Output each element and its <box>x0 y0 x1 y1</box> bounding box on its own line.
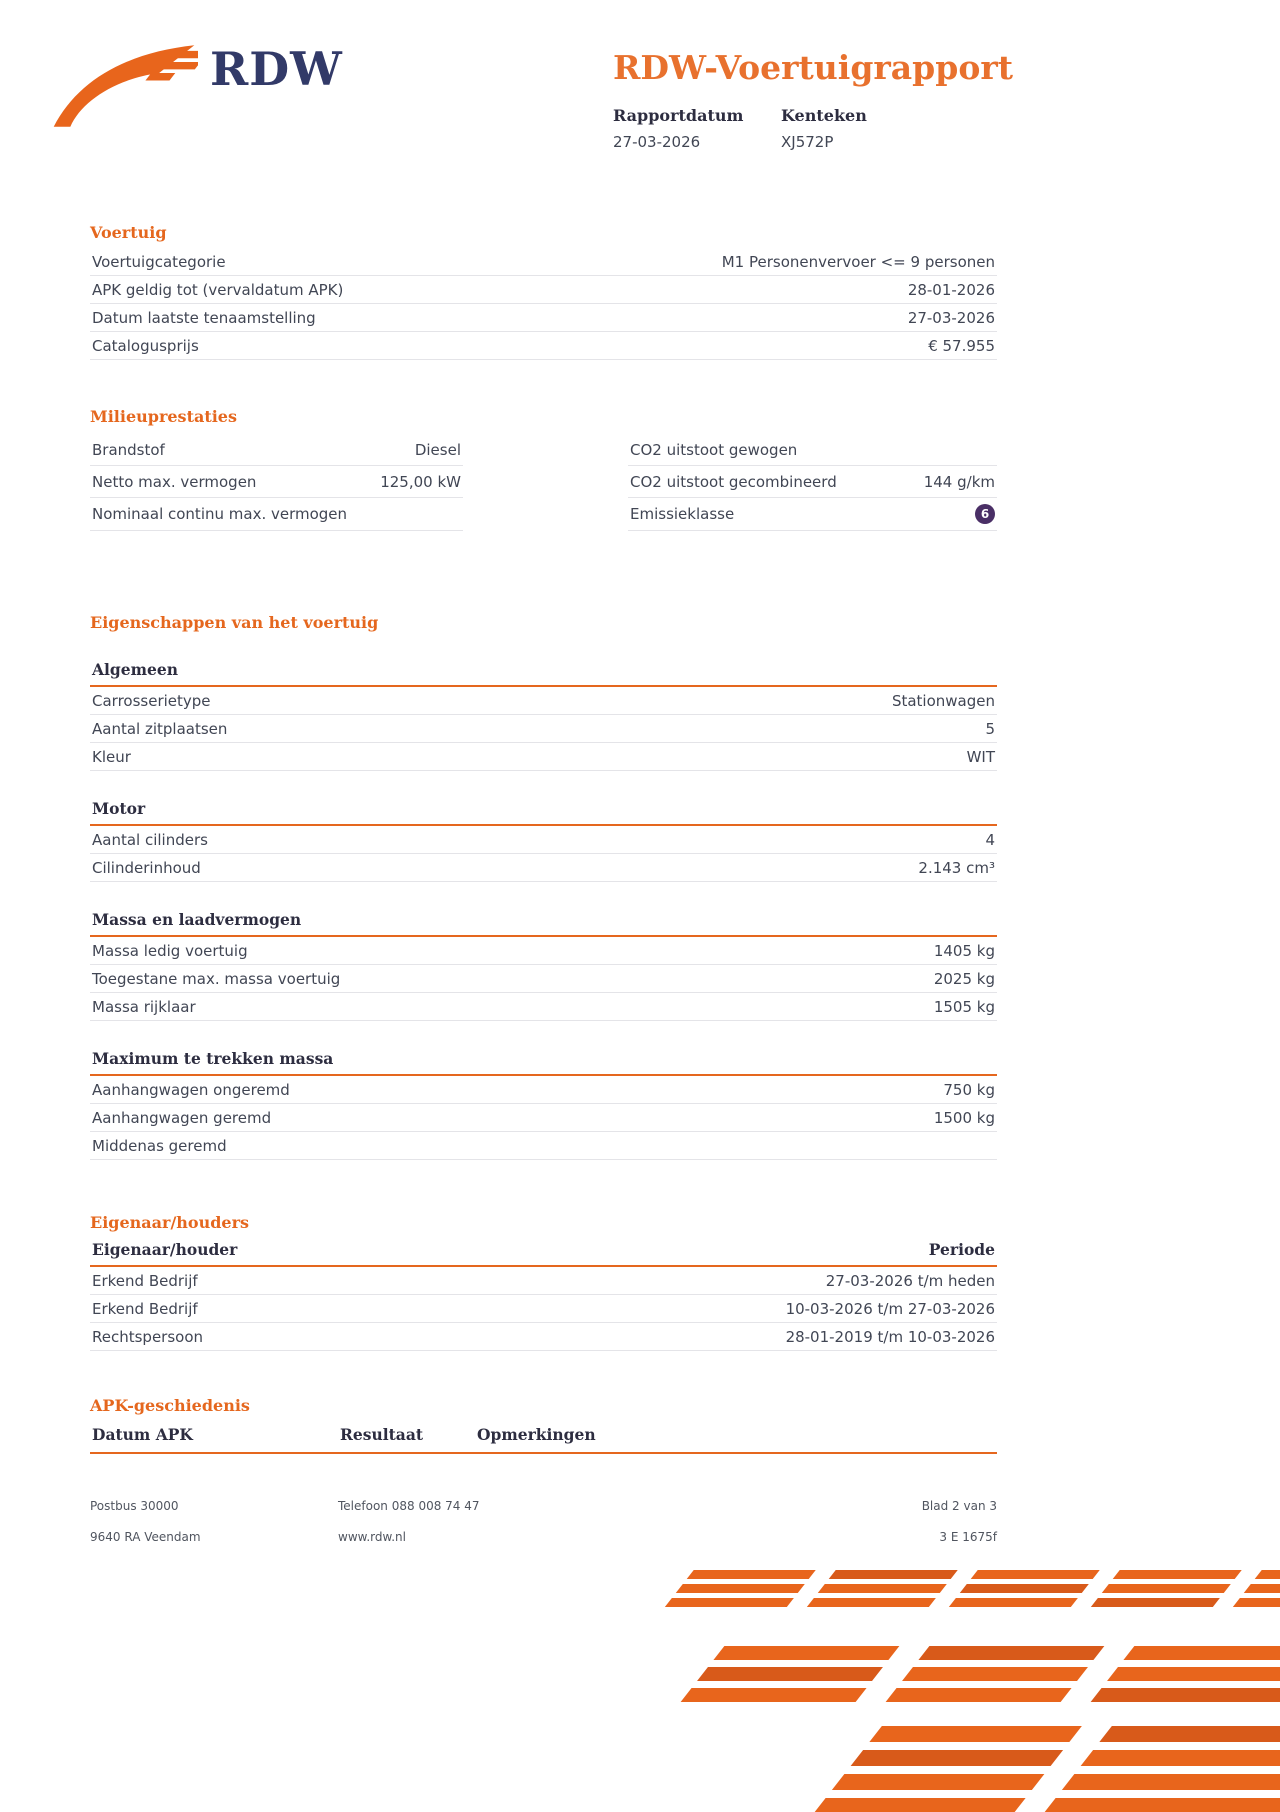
row-value: 27-03-2026 t/m heden <box>825 1271 995 1290</box>
column-header-owner: Eigenaar/houder <box>92 1240 238 1259</box>
report-footer <box>90 1499 997 1561</box>
table-row <box>628 434 997 466</box>
row-label: Middenas geremd <box>92 1136 227 1155</box>
table-row <box>90 687 997 715</box>
subsection-massa <box>90 910 997 1021</box>
row-label: Datum laatste tenaamstelling <box>92 308 316 327</box>
subsection-title-trekken: Maximum te trekken massa <box>90 1049 997 1076</box>
row-value: 144 g/km <box>923 472 995 491</box>
footer-address-line2: 9640 RA Veendam <box>90 1530 201 1544</box>
table-row <box>90 993 997 1021</box>
section-title-eigenschappen: Eigenschappen van het voertuig <box>90 613 379 632</box>
section-voertuig <box>90 223 997 360</box>
subsection-motor <box>90 799 997 882</box>
row-label: Netto max. vermogen <box>92 472 257 491</box>
row-value: 5 <box>985 719 995 738</box>
emission-class-badge: 6 <box>975 504 995 524</box>
table-row <box>90 937 997 965</box>
table-row <box>90 965 997 993</box>
subsection-title-motor: Motor <box>90 799 997 826</box>
row-value: 28-01-2026 <box>907 280 995 299</box>
column-header-period: Periode <box>928 1240 995 1259</box>
section-eigenaar <box>90 1213 997 1351</box>
row-value: Diesel <box>414 440 461 459</box>
table-row <box>90 248 997 276</box>
row-value: 1500 kg <box>933 1108 995 1127</box>
row-label: Emissieklasse <box>630 505 735 523</box>
table-row <box>90 1104 997 1132</box>
section-apk-geschiedenis <box>90 1396 997 1454</box>
table-row <box>90 304 997 332</box>
row-value: 27-03-2026 <box>907 308 995 327</box>
voertuig-rows <box>90 248 997 360</box>
table-row <box>90 1132 997 1160</box>
footer-document-code: 3 E 1675f <box>939 1530 997 1544</box>
footer-address-line1: Postbus 30000 <box>90 1499 179 1513</box>
table-row <box>628 466 997 498</box>
table-row <box>90 743 997 771</box>
row-label: Brandstof <box>92 440 165 459</box>
row-value: 2025 kg <box>933 969 995 988</box>
row-label: CO2 uitstoot gecombineerd <box>630 472 837 491</box>
owners-table-header <box>90 1232 997 1267</box>
subsection-trekken <box>90 1049 997 1160</box>
row-value: 750 kg <box>943 1080 995 1099</box>
page-title: RDW-Voertuigrapport <box>613 48 1013 87</box>
row-value: 1505 kg <box>933 997 995 1016</box>
row-value: 4 <box>985 830 995 849</box>
row-label: Massa rijklaar <box>92 997 196 1016</box>
row-label: Massa ledig voertuig <box>92 941 248 960</box>
rdw-logo-text: RDW <box>210 42 343 96</box>
row-value: Stationwagen <box>891 691 995 710</box>
row-label: Aantal cilinders <box>92 830 208 849</box>
license-plate-label: Kenteken <box>781 106 867 126</box>
table-row <box>90 498 463 531</box>
row-label: Erkend Bedrijf <box>92 1299 198 1318</box>
row-value: 2.143 cm³ <box>918 858 995 877</box>
column-header-opmerkingen: Opmerkingen <box>477 1425 596 1444</box>
table-row <box>90 434 463 466</box>
subsection-title-algemeen: Algemeen <box>90 660 997 687</box>
subsection-algemeen <box>90 660 997 771</box>
table-row <box>90 1267 997 1295</box>
row-label: Toegestane max. massa voertuig <box>92 969 341 988</box>
row-value: 28-01-2019 t/m 10-03-2026 <box>785 1327 995 1346</box>
footer-phone: Telefoon 088 008 74 47 <box>338 1499 480 1513</box>
subsection-title-massa: Massa en laadvermogen <box>90 910 997 937</box>
footer-page-info <box>797 1499 997 1561</box>
row-value: WIT <box>966 747 995 766</box>
row-label: Kleur <box>92 747 131 766</box>
footer-contact <box>338 1499 797 1561</box>
row-value: 1405 kg <box>933 941 995 960</box>
row-label: Catalogusprijs <box>92 336 199 355</box>
table-row <box>90 276 997 304</box>
section-title-voertuig: Voertuig <box>90 223 167 242</box>
table-row <box>90 1295 997 1323</box>
table-row <box>90 332 997 360</box>
section-title-milieuprestaties: Milieuprestaties <box>90 407 237 426</box>
row-label: Rechtspersoon <box>92 1327 204 1346</box>
footer-page-indicator: Blad 2 van 3 <box>921 1499 997 1513</box>
row-label: APK geldig tot (vervaldatum APK) <box>92 280 344 299</box>
row-label: Aanhangwagen geremd <box>92 1108 272 1127</box>
row-value: € 57.955 <box>928 336 995 355</box>
table-row <box>90 466 463 498</box>
footer-website-link[interactable]: www.rdw.nl <box>338 1530 406 1544</box>
row-label: Erkend Bedrijf <box>92 1271 198 1290</box>
row-label: CO2 uitstoot gewogen <box>630 440 798 459</box>
footer-address <box>90 1499 338 1561</box>
table-row <box>90 826 997 854</box>
report-date-label: Rapportdatum <box>613 106 744 126</box>
row-label: Aantal zitplaatsen <box>92 719 228 738</box>
report-date-value: 27-03-2026 <box>613 133 701 152</box>
column-header-resultaat: Resultaat <box>340 1425 424 1444</box>
table-row <box>90 715 997 743</box>
row-value: M1 Personenvervoer <= 9 personen <box>721 252 995 271</box>
section-title-eigenaar: Eigenaar/houders <box>90 1213 250 1232</box>
report-body <box>90 0 997 1561</box>
table-row <box>90 854 997 882</box>
row-value: 10-03-2026 t/m 27-03-2026 <box>785 1299 995 1318</box>
row-label: Voertuigcategorie <box>92 252 226 271</box>
column-header-datum-apk: Datum APK <box>92 1425 193 1444</box>
row-label: Carrosserietype <box>92 691 211 710</box>
row-value: 125,00 kW <box>380 472 461 491</box>
table-row <box>90 1076 997 1104</box>
apk-table-header <box>90 1415 997 1454</box>
milieu-grid <box>90 434 997 531</box>
table-row <box>90 1323 997 1351</box>
rdw-stripes-icon <box>650 1562 1280 1812</box>
row-label: Cilinderinhoud <box>92 858 201 877</box>
row-label: Nominaal continu max. vermogen <box>92 505 348 523</box>
row-label: Aanhangwagen ongeremd <box>92 1080 290 1099</box>
section-milieuprestaties <box>90 407 997 531</box>
section-eigenschappen <box>90 613 997 1160</box>
section-title-apk: APK-geschiedenis <box>90 1396 250 1415</box>
table-row <box>628 498 997 531</box>
license-plate-value: XJ572P <box>781 133 834 152</box>
